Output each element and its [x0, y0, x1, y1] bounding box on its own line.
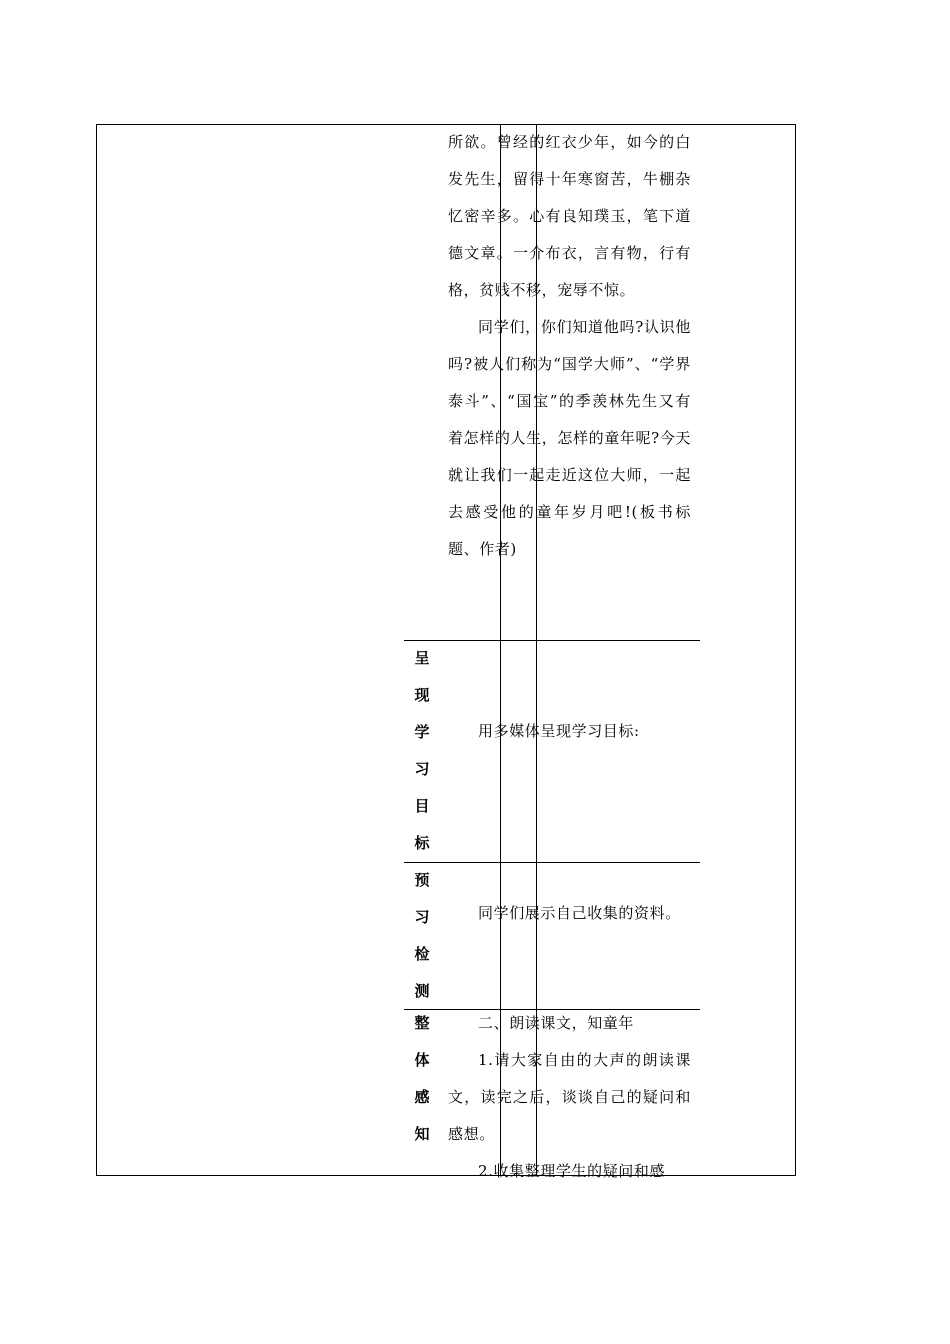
- section-label-overall-perception: 整 体 感 知: [414, 1014, 430, 1143]
- perception-step-1: 1.请大家自由的大声的朗读课文，读完之后，谈谈自己的疑问和感想。: [448, 1051, 691, 1143]
- objectives-text-cell: [448, 713, 691, 750]
- left-empty-column: [97, 125, 501, 1175]
- row-divider: [404, 640, 700, 641]
- objectives-paragraph: 用多媒体呈现学习目标:: [478, 722, 640, 740]
- intro-paragraph-1: 所欲。曾经的红衣少年，如今的白发先生，留得十年寒窗苦，牛棚杂忆密辛多。心有良知璞玉，笔下道德文章。一介布衣，言有物，行有格，贫贱不移，宠辱不惊。: [448, 133, 691, 299]
- perception-heading: 二、朗读课文，知童年: [478, 1014, 635, 1032]
- lesson-plan-table: [96, 124, 796, 1176]
- perception-step-2: 2.收集整理学生的疑问和感: [478, 1162, 666, 1180]
- section-label-preview-check: 预 习 检 测: [414, 871, 430, 1000]
- section-label-objectives: 呈 现 学 习 目 标: [414, 649, 430, 852]
- preview-check-text-cell: [448, 895, 691, 932]
- row-divider: [404, 862, 700, 863]
- intro-paragraph-2: 同学们，你们知道他吗?认识他吗?被人们称为“国学大师”、“学界泰斗”、“国宝”的季羡林先生又有着怎样的人生，怎样的童年呢?今天就让我们一起走近这位大师，一起去感受他的童年岁月吧!(板书标题、作者): [448, 318, 691, 558]
- overall-perception-text-cell: [448, 1005, 691, 1190]
- intro-text-cell: [448, 124, 691, 568]
- preview-check-paragraph: 同学们展示自己收集的资料。: [478, 904, 681, 922]
